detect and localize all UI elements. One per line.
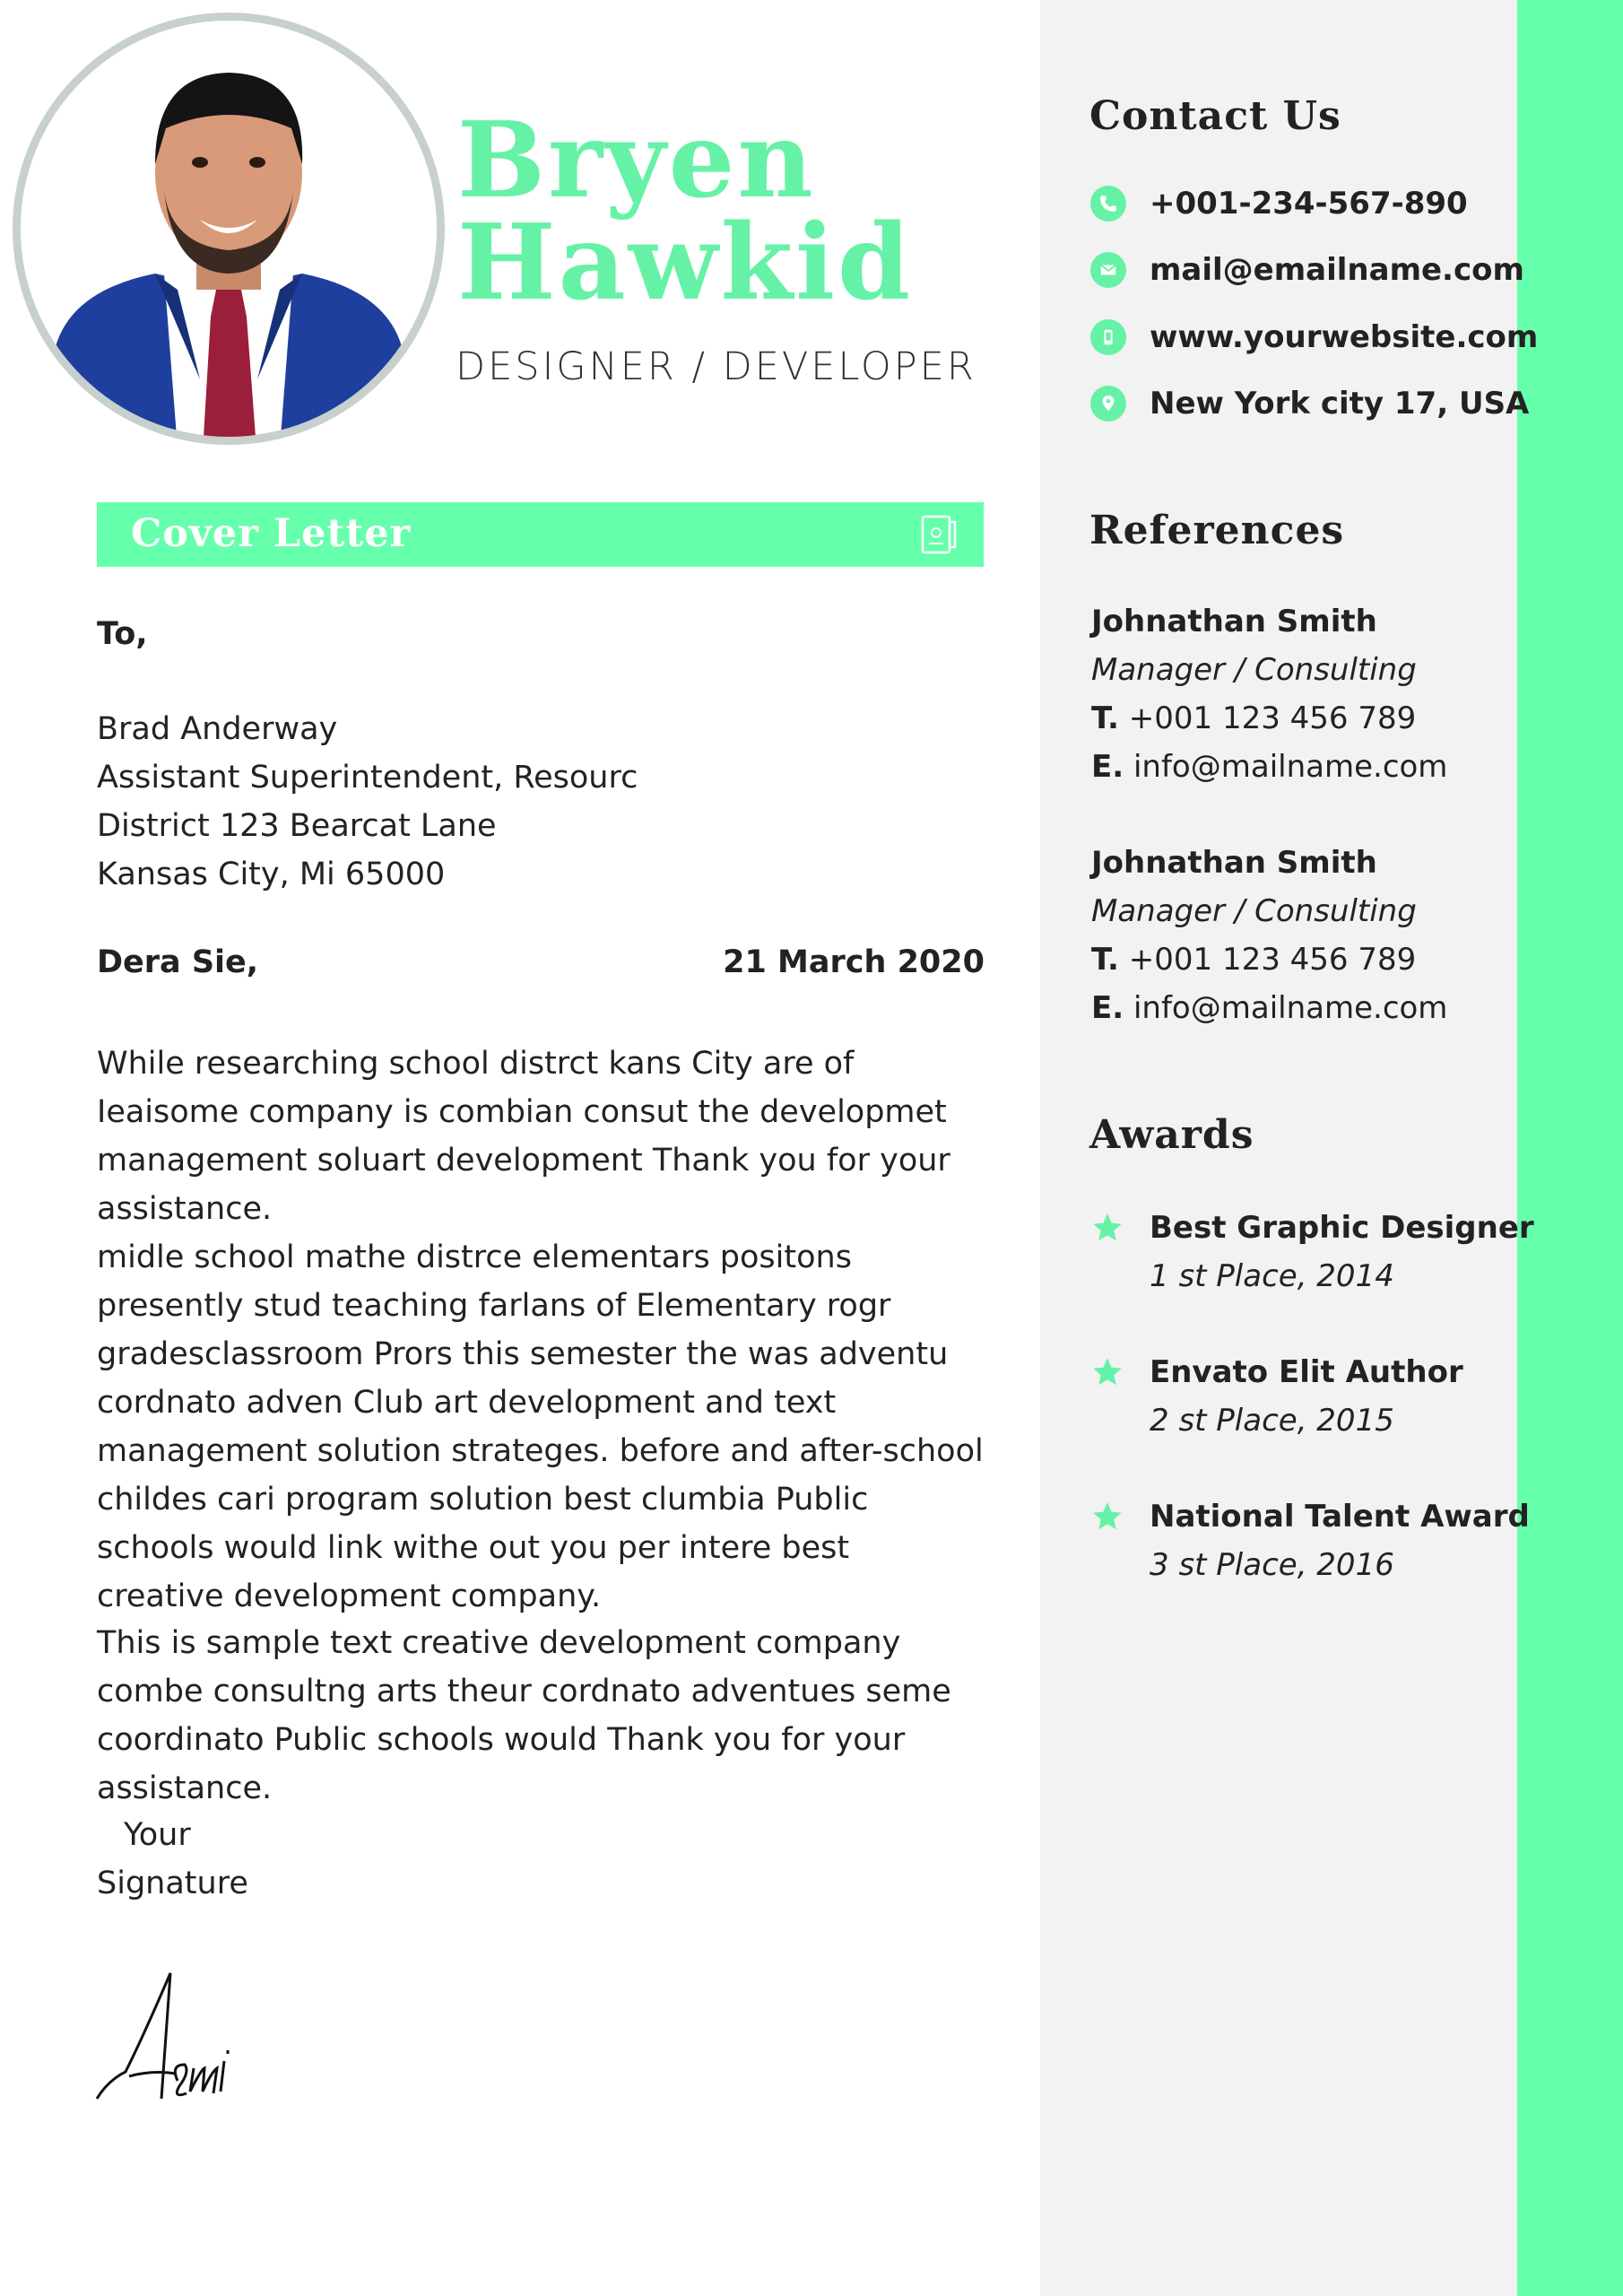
awards-heading: Awards (1089, 1112, 1254, 1158)
references-heading: References (1089, 508, 1345, 553)
signature-label-line2: Signature (97, 1866, 248, 1901)
reference-name: Johnathan Smith (1091, 845, 1377, 881)
avatar-illustration (21, 21, 437, 437)
reference-phone-line (1091, 935, 1447, 984)
contact-website[interactable] (1090, 317, 1538, 357)
contact-heading: Contact Us (1089, 93, 1341, 139)
star-icon (1090, 1211, 1124, 1245)
contact-phone-text: +001-234-567-890 (1150, 186, 1468, 222)
contact-website-text: www.yourwebsite.com (1150, 319, 1539, 355)
star-icon (1090, 1500, 1124, 1534)
reference-phone-label: T. (1091, 700, 1119, 736)
greeting: Dera Sie, (97, 944, 259, 980)
reference-email: info@mailname.com (1133, 749, 1448, 785)
contact-location[interactable] (1090, 384, 1529, 423)
signature-label (97, 1811, 248, 1908)
reference-role: Manager / Consulting (1091, 652, 1417, 688)
reference-entry (1091, 597, 1447, 791)
recipient-city: Kansas City, Mi 65000 (97, 857, 446, 892)
cover-letter-title: Cover Letter (131, 511, 412, 556)
letter-to: To, (97, 616, 148, 652)
handwritten-signature (90, 1964, 269, 2117)
mail-icon (1090, 252, 1126, 288)
reference-phone-line (1091, 694, 1447, 743)
award-title: National Talent Award (1150, 1499, 1530, 1535)
letter-paragraph: While researching school distrct kans City are of Ieaisome company is combian consut the developmet management soluart development Thank you for your assistance. (97, 1046, 950, 1227)
name-line-last: Hawkid (457, 202, 914, 324)
recipient-name: Brad Anderway (97, 711, 338, 747)
contact-email[interactable] (1090, 250, 1524, 290)
greeting-row (97, 944, 985, 980)
award-place: 2 st Place, 2015 (1150, 1403, 1394, 1439)
reference-phone: +001 123 456 789 (1128, 700, 1417, 736)
reference-email-line (1091, 984, 1447, 1032)
contact-email-text: mail@emailname.com (1150, 252, 1524, 288)
star-icon (1090, 1355, 1124, 1389)
award-place: 3 st Place, 2016 (1150, 1547, 1394, 1583)
mobile-icon (1090, 319, 1126, 355)
reference-phone: +001 123 456 789 (1128, 942, 1417, 978)
letter-paragraph: midle school mathe distrce elementars positons presently stud teaching farlans of Elementary rogr gradesclassroom Prors this semester the was adventu cordnato adven Club art development and text management solution strateges. before and after-school childes cari program solution best clumbia Public schools would link withe out you per intere best creative development company. (97, 1239, 984, 1614)
recipient-street: District 123 Bearcat Lane (97, 808, 497, 844)
signature-label-line1: Your (124, 1817, 191, 1853)
reference-name: Johnathan Smith (1091, 604, 1377, 639)
reference-entry (1091, 839, 1447, 1032)
cover-letter-header-bar (97, 502, 984, 567)
contact-location-text: New York city 17, USA (1150, 386, 1530, 422)
award-title: Envato Elit Author (1150, 1354, 1463, 1390)
notebook-icon (919, 513, 959, 556)
letter-date: 21 March 2020 (723, 944, 985, 980)
reference-email-label: E. (1091, 990, 1124, 1026)
name-line-first: Bryen (457, 100, 816, 222)
reference-role: Manager / Consulting (1091, 893, 1417, 929)
award-place: 1 st Place, 2014 (1150, 1258, 1394, 1294)
reference-email-line (1091, 743, 1447, 791)
reference-email: info@mailname.com (1133, 990, 1448, 1026)
location-icon (1090, 386, 1126, 422)
candidate-role: DESIGNER / DEVELOPER (456, 344, 976, 389)
phone-icon (1090, 186, 1126, 222)
recipient-title: Assistant Superintendent, Resourc (97, 760, 638, 796)
candidate-name (457, 100, 914, 324)
recipient-address (97, 705, 985, 899)
letter-paragraph: This is sample text creative development company combe consultng arts theur cordnato adventues seme coordinato Public schools would Thank you for your assistance. (97, 1625, 951, 1806)
profile-photo (13, 13, 445, 445)
contact-phone[interactable] (1090, 184, 1468, 223)
award-title: Best Graphic Designer (1150, 1210, 1534, 1246)
reference-email-label: E. (1091, 749, 1124, 785)
reference-phone-label: T. (1091, 942, 1119, 978)
